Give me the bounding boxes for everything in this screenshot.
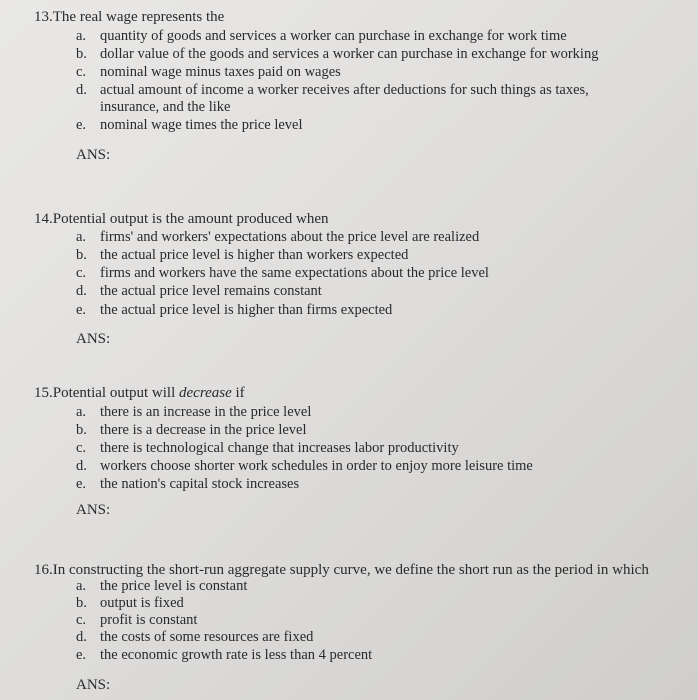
option-e (76, 476, 299, 492)
option-text: workers choose shorter work schedules in order to enjoy more leisure time (100, 458, 533, 474)
answer-label: ANS: (76, 331, 111, 347)
option-b (76, 247, 408, 263)
option-letter: a. (76, 578, 87, 594)
question-text: The real wage represents the (52, 9, 225, 25)
option-text: the actual price level remains constant (100, 283, 322, 299)
option-text: the price level is constant (100, 578, 248, 594)
option-c (76, 265, 489, 281)
option-e (76, 647, 372, 663)
question-number: 13. (34, 9, 53, 25)
option-text: quantity of goods and services a worker can purchase in exchange for work time (100, 28, 567, 44)
option-a (76, 229, 479, 245)
option-d (76, 283, 322, 299)
question-number: 14. (34, 211, 53, 227)
option-letter: c. (76, 440, 87, 456)
option-text: there is technological change that increases labor productivity (100, 440, 459, 456)
option-text: dollar value of the goods and services a worker can purchase in exchange for working (100, 46, 599, 62)
question-text: Potential output is the amount produced when (52, 211, 329, 227)
option-b (76, 46, 598, 62)
option-letter: d. (76, 82, 87, 98)
option-letter: b. (76, 595, 87, 611)
option-a (76, 404, 311, 420)
option-letter: a. (76, 229, 87, 245)
option-text: actual amount of income a worker receives after deductions for such things as taxes, (100, 82, 589, 98)
answer-label: ANS: (76, 677, 111, 693)
option-text: nominal wage times the price level (100, 117, 303, 133)
option-text: firms' and workers' expectations about the price level are realized (100, 229, 480, 245)
option-letter: b. (76, 46, 87, 62)
option-text: the nation's capital stock increases (100, 476, 300, 492)
option-d-continuation: insurance, and the like (100, 99, 231, 115)
question-text-emphasis: decrease (179, 385, 232, 401)
option-text: the costs of some resources are fixed (100, 629, 314, 645)
option-letter: d. (76, 458, 87, 474)
question-number: 15. (34, 385, 53, 401)
option-text: output is fixed (100, 595, 184, 611)
option-letter: c. (76, 265, 87, 281)
option-d (76, 458, 533, 474)
answer-label: ANS: (76, 502, 111, 518)
option-text: the economic growth rate is less than 4 percent (100, 647, 373, 663)
option-a (76, 578, 247, 594)
question-number: 16. (34, 562, 53, 578)
option-text: there is a decrease in the price level (100, 422, 307, 438)
question-stem (34, 562, 649, 579)
option-c (76, 440, 459, 456)
answer-label: ANS: (76, 147, 111, 163)
option-text: profit is constant (100, 612, 198, 628)
option-letter: a. (76, 28, 87, 44)
option-d (76, 629, 313, 645)
option-e (76, 117, 303, 133)
option-letter: e. (76, 117, 87, 133)
option-c (76, 612, 197, 628)
question-text-before: Potential output will (52, 385, 179, 401)
question-stem (34, 385, 245, 402)
option-letter: c. (76, 612, 87, 628)
option-b (76, 595, 184, 611)
option-text: the actual price level is higher than firms expected (100, 302, 393, 318)
option-a (76, 28, 567, 44)
option-letter: c. (76, 64, 87, 80)
option-letter: b. (76, 247, 87, 263)
option-text: nominal wage minus taxes paid on wages (100, 64, 341, 80)
option-letter: a. (76, 404, 87, 420)
option-letter: b. (76, 422, 87, 438)
option-e (76, 302, 392, 318)
option-text: firms and workers have the same expectations about the price level (100, 265, 489, 281)
option-letter: e. (76, 647, 87, 663)
option-d (76, 82, 589, 98)
option-letter: e. (76, 302, 87, 318)
question-stem (34, 211, 329, 228)
option-letter: d. (76, 283, 87, 299)
question-text-after: if (231, 385, 245, 401)
question-text: In constructing the short-run aggregate supply curve, we define the short run as the period in which (52, 562, 649, 578)
option-text: there is an increase in the price level (100, 404, 312, 420)
option-letter: d. (76, 629, 87, 645)
option-text: the actual price level is higher than workers expected (100, 247, 409, 263)
option-c (76, 64, 341, 80)
option-letter: e. (76, 476, 87, 492)
question-stem (34, 9, 224, 26)
option-b (76, 422, 307, 438)
